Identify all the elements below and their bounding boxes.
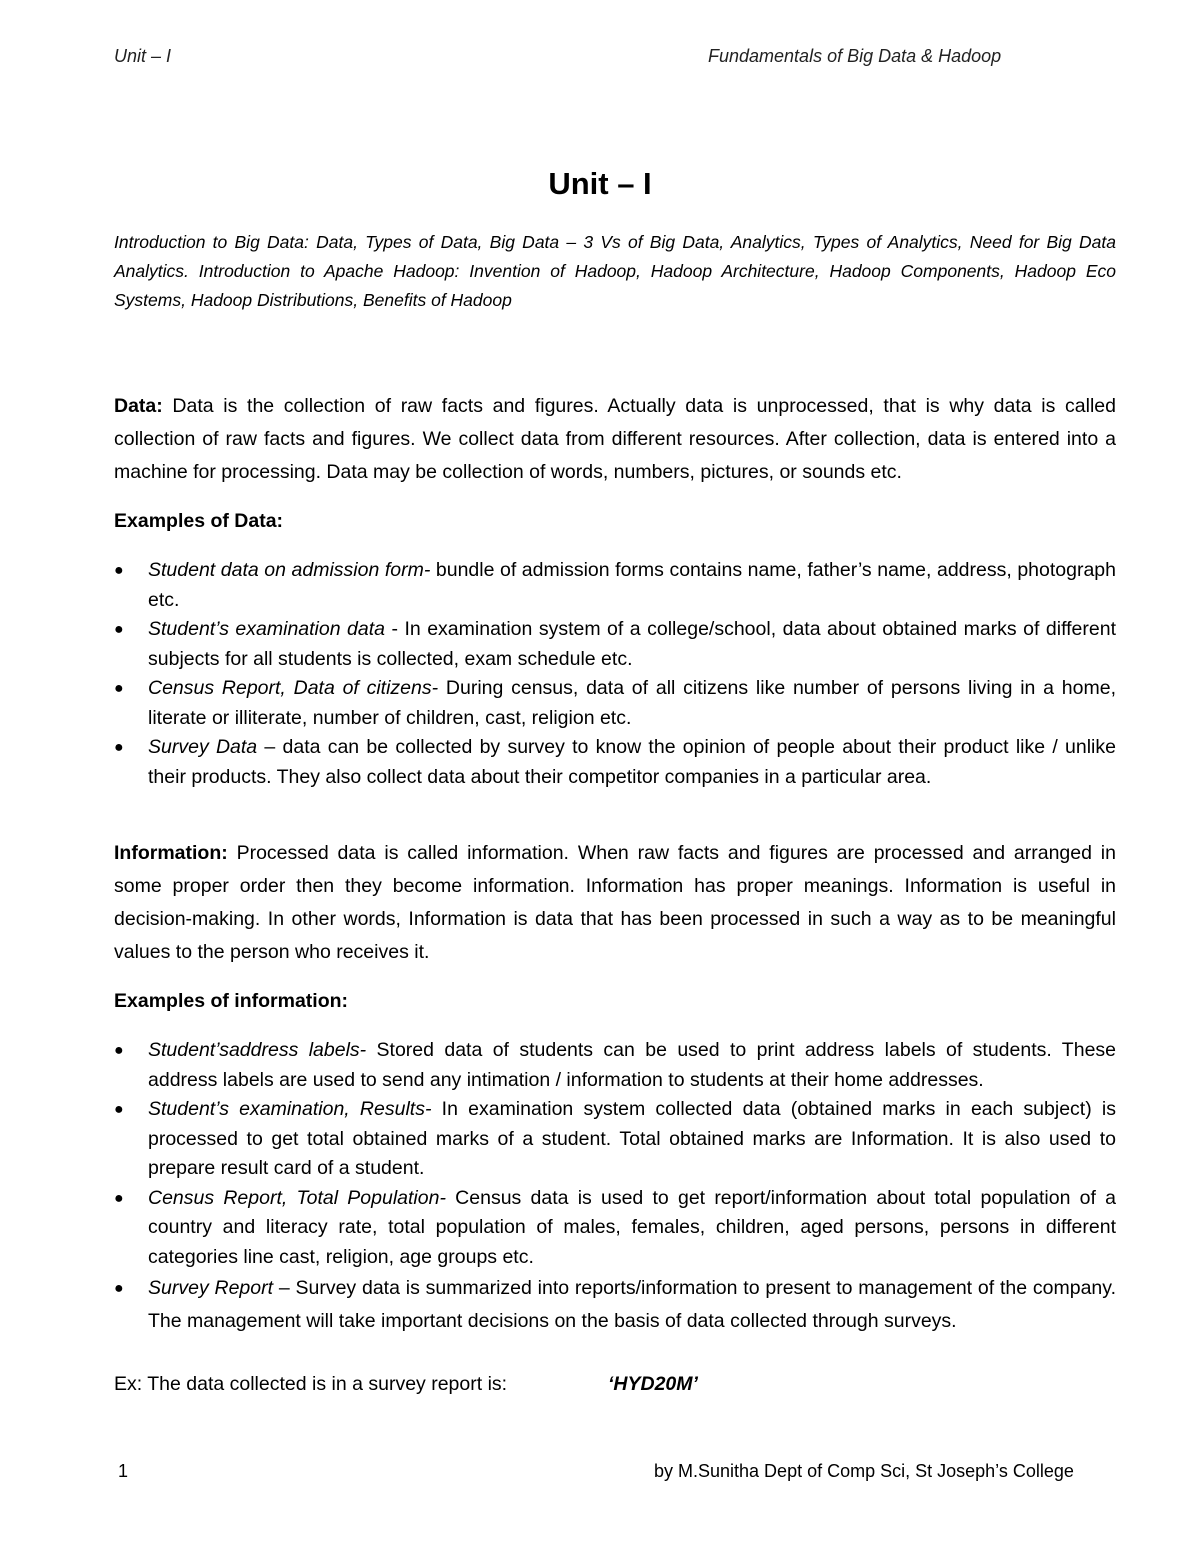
list-item-text: In examination system collected data (obtained marks in each subject) is processed to get total obtained marks of a student. Total obtained marks are Information. It is also used to prepare result card of a student. — [148, 1098, 1116, 1179]
syllabus-summary: Introduction to Big Data: Data, Types of Data, Big Data – 3 Vs of Big Data, Analytics, Types of Analytics, Need for Big Data Analytics. Introduction to Apache Hadoop: Invention of Hadoop, Hadoop Architecture, Hadoop Components, Hadoop Eco Systems, Hadoop Distributions, Benefits of Hadoop — [114, 232, 1116, 310]
list-item-term: Student’s examination data — [148, 618, 386, 640]
bullet-icon: ● — [114, 1042, 124, 1059]
header-unit-label: Unit – I — [114, 46, 172, 66]
example-line-text: Ex: The data collected is in a survey report is: — [114, 1373, 508, 1395]
header-course-title: Fundamentals of Big Data & Hadoop — [708, 46, 1002, 66]
list-item — [114, 1272, 1116, 1338]
list-item — [114, 556, 1116, 615]
information-definition-paragraph — [114, 837, 1116, 969]
list-item-text: - In examination system of a college/school, data about obtained marks of different subjects for all students is collected, exam schedule etc. — [148, 618, 1117, 670]
bullet-icon: ● — [114, 1280, 124, 1297]
list-item-term: Student data on admission form- — [148, 559, 431, 581]
list-item-text: Stored data of students can be used to print address labels of students. These address labels are used to send any intimation / information to students at their home addresses. — [148, 1039, 1117, 1091]
information-definition-text: Processed data is called information. When raw facts and figures are processed and arranged in some proper order then they become information. Information has proper meanings. Information is useful in decision-making. In other words, Information is data that has been processed in such a way as to be meaningful values to the person who receives it. — [114, 842, 1116, 963]
list-item — [114, 1184, 1116, 1273]
data-examples-heading: Examples of Data: — [114, 510, 284, 532]
list-item-term: Census Report, Total Population- — [148, 1186, 446, 1209]
list-item — [114, 1036, 1116, 1095]
information-examples-list — [114, 1036, 1116, 1338]
list-item-term: Student’s examination, Results- — [148, 1098, 432, 1120]
list-item — [114, 615, 1116, 674]
data-term: Data: — [114, 395, 163, 417]
list-item-term: Census Report, Data of citizens- — [148, 677, 439, 699]
data-definition-text: Data is the collection of raw facts and figures. Actually data is unprocessed, that is why data is called collection of raw facts and figures. We collect data from different resources. After collection, data is entered into a machine for processing. Data may be collection of words, numbers, pictures, or sounds etc. — [114, 395, 1116, 483]
example-code-value: ‘HYD20M’ — [608, 1373, 698, 1395]
information-term: Information: — [114, 842, 228, 864]
bullet-icon: ● — [114, 621, 124, 638]
list-item-text: – data can be collected by survey to know the opinion of people about their product like / unlike their products. They also collect data about their competitor companies in a particular area. — [148, 736, 1116, 788]
bullet-icon: ● — [114, 680, 124, 697]
list-item — [114, 733, 1116, 792]
page-title: Unit – I — [548, 166, 652, 201]
list-item-text: During census, data of all citizens like number of persons living in a home, literate or illiterate, number of children, cast, religion etc. — [148, 677, 1116, 729]
list-item-term: Survey Report — [148, 1277, 274, 1299]
page-number: 1 — [118, 1461, 129, 1481]
footer-author: by M.Sunitha Dept of Comp Sci, St Joseph’s College — [654, 1461, 1074, 1481]
list-item-text: – Survey data is summarized into reports/information to present to management of the company. The management will take important decisions on the basis of data collected through surveys. — [148, 1277, 1116, 1332]
bullet-icon: ● — [114, 1101, 124, 1118]
list-item — [114, 674, 1116, 733]
information-examples-heading: Examples of information: — [114, 990, 349, 1012]
list-item-term: Student’saddress labels- — [148, 1039, 367, 1061]
bullet-icon: ● — [114, 1189, 124, 1207]
data-examples-list — [114, 556, 1116, 792]
list-item-text: Census data is used to get report/information about total population of a country and literacy rate, total population of males, females, children, aged persons, persons in different categories line cast, religion, age groups etc. — [148, 1186, 1117, 1268]
list-item-term: Survey Data — [148, 736, 258, 758]
bullet-icon: ● — [114, 562, 124, 579]
bullet-icon: ● — [114, 739, 124, 756]
data-definition-paragraph — [114, 390, 1116, 489]
example-line — [114, 1373, 698, 1396]
list-item-text: bundle of admission forms contains name, father’s name, address, photograph etc. — [148, 559, 1116, 611]
list-item — [114, 1095, 1116, 1184]
